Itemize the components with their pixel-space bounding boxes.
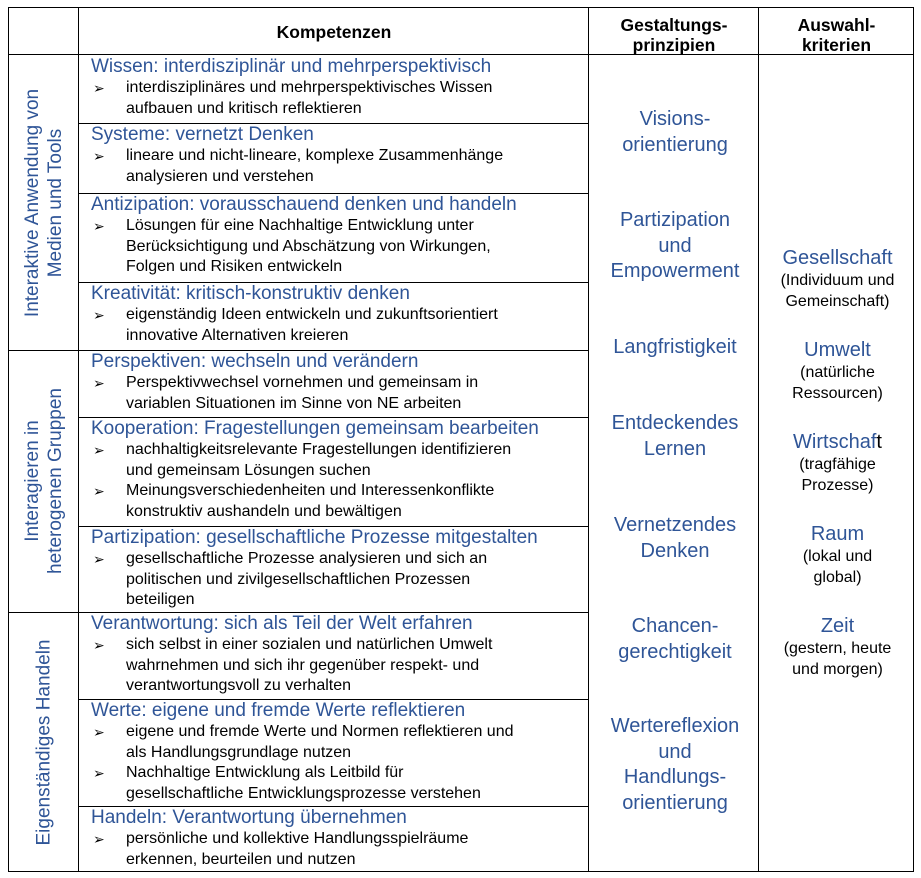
bullet-line: eigene und fremde Werte und Normen reflektieren und [126, 723, 514, 740]
group-label-line: Medien und Tools [45, 128, 67, 277]
arrow-bullet-icon: ➢ [93, 218, 105, 234]
criterion-title [760, 430, 915, 454]
competence-cell [80, 282, 589, 350]
design-principle: Vernetzendes Denken [613, 514, 737, 562]
header-gestaltungsprinzipien: Gestaltungs- prinzipien [620, 14, 728, 55]
competence-cell [80, 806, 589, 873]
design-principle: Entdeckendes Lernen [611, 412, 739, 460]
header-auswahlkriterien: Auswahl- kriterien [797, 14, 876, 55]
bullet-item [91, 763, 583, 804]
arrow-bullet-icon: ➢ [93, 442, 105, 458]
competence-title: Systeme: vernetzt Denken [91, 124, 314, 145]
bullet-line: Lösungen für eine Nachhaltige Entwicklung unter [126, 217, 474, 234]
design-principle: Langfristigkeit [613, 336, 737, 358]
competence-title: Verantwortung: sich als Teil der Welt erfahren [91, 613, 473, 634]
bullet-item [91, 481, 583, 522]
selection-criterion [760, 338, 915, 404]
criterion-description: (Individuum und Gemeinschaft) [780, 272, 895, 310]
arrow-bullet-icon: ➢ [93, 375, 105, 391]
bullet-text [126, 481, 494, 522]
competence-title: Antizipation: vorausschauend denken und handeln [91, 194, 517, 215]
bullet-line: wahrnehmen und sich ihr gegenüber respekt- und [126, 656, 480, 674]
arrow-bullet-icon: ➢ [93, 307, 105, 323]
criterion-title-tail: t [876, 431, 882, 453]
selection-criterion [760, 430, 915, 496]
competence-table [8, 7, 914, 872]
criterion-description: (gestern, heute und morgen) [783, 640, 892, 678]
bullet-line: eigenständig Ideen entwickeln und zukunftsorientiert [126, 306, 498, 323]
arrow-bullet-icon: ➢ [93, 148, 105, 164]
group-cell [9, 612, 79, 873]
bullet-line: Nachhaltige Entwicklung als Leitbild für [126, 764, 404, 781]
competence-cell [80, 526, 589, 612]
header-kompetenzen: Kompetenzen [276, 21, 392, 42]
bullet-text [126, 146, 503, 187]
competence-title: Partizipation: gesellschaftliche Prozesse mitgestalten [91, 527, 538, 548]
bullet-line: gesellschaftliche Prozesse analysieren und sich an [126, 550, 488, 567]
bullet-item [91, 440, 583, 481]
bullet-item [91, 373, 583, 414]
competence-cell [80, 123, 589, 193]
bullet-line: persönliche und kollektive Handlungsspielräume [126, 830, 469, 847]
bullet-line: Folgen und Risiken entwickeln [126, 258, 343, 275]
criterion-title [760, 614, 915, 638]
arrow-bullet-icon: ➢ [93, 551, 105, 567]
bullet-line: lineare und nicht-lineare, komplexe Zusammenhänge [126, 147, 504, 164]
group-label-line: heterogenen Gruppen [45, 388, 66, 574]
group-cell [9, 55, 79, 350]
criterion-title-text: Gesellschaft [782, 247, 893, 269]
bullet-text [126, 373, 478, 414]
bullet-line: erkennen, beurteilen und nutzen [126, 850, 356, 868]
bullet-item [91, 549, 583, 611]
group-label-line: Interagieren in [22, 420, 43, 542]
bullet-line: interdisziplinäres und mehrperspektivisches Wissen [126, 79, 493, 96]
bullet-line: Berücksichtigung und Abschätzung von Wirkungen, [126, 237, 491, 255]
bullet-line: variablen Situationen im Sinne von NE arbeiten [126, 394, 462, 412]
bullet-item [91, 216, 583, 278]
group-label [21, 88, 67, 316]
criterion-title-text: Wirtschaf [793, 431, 877, 453]
criterion-title [760, 246, 915, 270]
bullet-text [126, 549, 487, 611]
criterion-title-text: Zeit [820, 615, 855, 637]
bullet-line: analysieren und verstehen [126, 167, 314, 185]
competence-cell [80, 612, 589, 699]
bullet-text [126, 305, 498, 346]
group-cell [9, 350, 79, 612]
competence-title: Kreativität: kritisch-konstruktiv denken [91, 283, 410, 304]
criterion-title-text: Raum [810, 523, 865, 545]
arrow-bullet-icon: ➢ [93, 637, 105, 653]
bullet-text [126, 829, 468, 870]
competence-title: Kooperation: Fragestellungen gemeinsam bearbeiten [91, 418, 539, 439]
bullet-line: Perspektivwechsel vornehmen und gemeinsam in [126, 374, 479, 391]
bullet-line: beteiligen [126, 591, 195, 608]
design-principle: Wertereflexion und Handlungs- orientierung [610, 715, 740, 814]
competence-title: Wissen: interdisziplinär und mehrperspektivisch [91, 56, 492, 77]
arrow-bullet-icon: ➢ [93, 724, 105, 740]
criterion-description: (tragfähige Prozesse) [799, 456, 876, 494]
bullet-text [126, 216, 491, 278]
header-empty-cell [9, 8, 78, 55]
competence-title: Perspektiven: wechseln und verändern [91, 351, 419, 372]
bullet-item [91, 305, 583, 346]
bullet-item [91, 635, 583, 697]
bullet-line: sich selbst in einer sozialen und natürlichen Umwelt [126, 636, 493, 653]
selection-criterion [760, 246, 915, 312]
design-principle: Visions- orientierung [622, 108, 728, 156]
competence-cell [80, 417, 589, 526]
bullet-text [126, 635, 492, 697]
criterion-description: (lokal und global) [802, 548, 873, 586]
competence-cell [80, 350, 589, 417]
selection-criterion [760, 522, 915, 588]
arrow-bullet-icon: ➢ [93, 831, 105, 847]
selection-criterion [760, 614, 915, 680]
arrow-bullet-icon: ➢ [93, 80, 105, 96]
competence-cell [80, 55, 589, 123]
bullet-text [126, 440, 511, 481]
bullet-line: und gemeinsam Lösungen suchen [126, 461, 371, 479]
arrow-bullet-icon: ➢ [93, 483, 105, 499]
bullet-line: nachhaltigkeitsrelevante Fragestellungen identifizieren [126, 441, 512, 458]
group-label-line: Interaktive Anwendung von [22, 88, 44, 317]
competence-title: Werte: eigene und fremde Werte reflektieren [91, 700, 466, 721]
bullet-line: Meinungsverschiedenheiten und Interessenkonflikte [126, 482, 495, 499]
bullet-line: als Handlungsgrundlage nutzen [126, 743, 352, 761]
bullet-line: konstruktiv aushandeln und bewältigen [126, 502, 402, 520]
bullet-line: aufbauen und kritisch reflektieren [126, 99, 362, 117]
criterion-description: (natürliche Ressourcen) [792, 364, 883, 402]
design-principle: Chancen- gerechtigkeit [618, 615, 732, 663]
bullet-line: verantwortungsvoll zu verhalten [126, 677, 352, 694]
bullet-line: politischen und zivilgesellschaftlichen Prozessen [126, 570, 471, 588]
competence-cell [80, 193, 589, 282]
criterion-title [760, 338, 915, 362]
bullet-text [126, 722, 513, 763]
group-label [21, 388, 67, 574]
group-label [33, 640, 56, 846]
competence-title: Handeln: Verantwortung übernehmen [91, 807, 407, 828]
bullet-text [126, 763, 481, 804]
bullet-text [126, 78, 492, 119]
bullet-line: gesellschaftliche Entwicklungsprozesse verstehen [126, 784, 481, 802]
competence-cell [80, 699, 589, 806]
arrow-bullet-icon: ➢ [93, 765, 105, 781]
design-principle: Partizipation und Empowerment [610, 209, 740, 282]
bullet-item [91, 78, 583, 119]
group-label-line: Eigenständiges Handeln [33, 639, 55, 846]
criterion-title [760, 522, 915, 546]
bullet-line: innovative Alternativen kreieren [126, 326, 349, 344]
bullet-item [91, 722, 583, 763]
bullet-item [91, 146, 583, 187]
criterion-title-text: Umwelt [804, 339, 871, 361]
bullet-item [91, 829, 583, 870]
